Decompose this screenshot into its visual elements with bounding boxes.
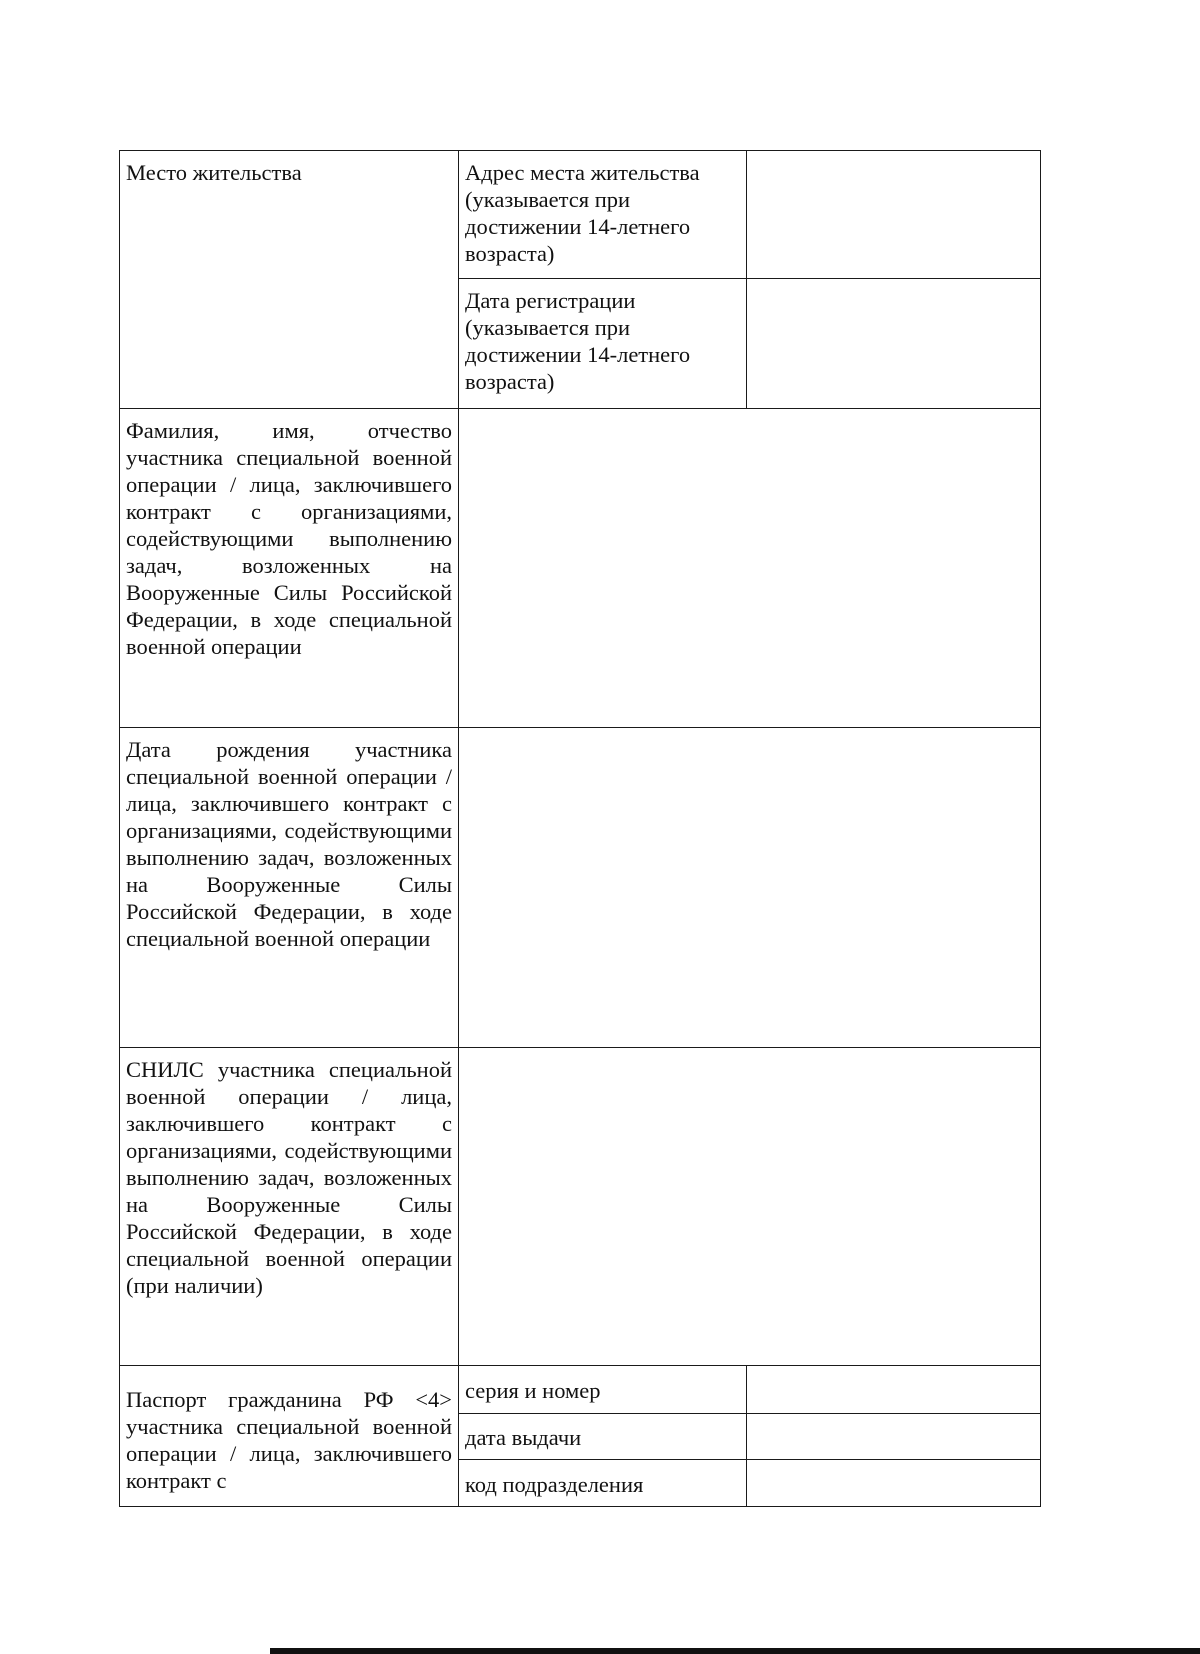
participant-snils-label: СНИЛС участника специальной военной операции / лица, заключившего контракт с организациями, содействующими выполнению задач, возложенных на Вооруженные Силы Российской Федерации, в ходе специальной военной операции (при наличии) [120, 1048, 459, 1366]
residence-address-row [120, 151, 1041, 279]
participant-birth-date-label: Дата рождения участника специальной военной операции / лица, заключившего контракт с организациями, содействующими выполнению задач, возложенных на Вооруженные Силы Российской Федерации, в ходе специальной военной операции [120, 728, 459, 1048]
participant-snils-value[interactable] [459, 1048, 1041, 1366]
passport-series-number-row [120, 1366, 1041, 1414]
passport-issue-date-value[interactable] [747, 1414, 1041, 1460]
passport-issue-date-label: дата выдачи [459, 1414, 747, 1460]
participant-full-name-value[interactable] [459, 409, 1041, 728]
scan-edge-bar [270, 1648, 1200, 1654]
residence-label: Место жительства [120, 151, 459, 409]
participant-full-name-label: Фамилия, имя, отчество участника специальной военной операции / лица, заключившего контракт с организациями, содействующими выполнению задач, возложенных на Вооруженные Силы Российской Федерации, в ходе специальной военной операции [120, 409, 459, 728]
participant-birth-date-value[interactable] [459, 728, 1041, 1048]
participant-full-name-row [120, 409, 1041, 728]
passport-series-number-label: серия и номер [459, 1366, 747, 1414]
registration-date-value[interactable] [747, 279, 1041, 409]
passport-label: Паспорт гражданина РФ <4> участника специальной военной операции / лица, заключившего контракт с [120, 1366, 459, 1507]
participant-birth-date-row [120, 728, 1041, 1048]
registration-date-label: Дата регистрации (указывается при достижении 14-летнего возраста) [459, 279, 747, 409]
passport-series-number-value[interactable] [747, 1366, 1041, 1414]
application-form-table [119, 150, 1041, 1507]
participant-snils-row [120, 1048, 1041, 1366]
passport-division-code-label: код подразделения [459, 1460, 747, 1507]
passport-division-code-value[interactable] [747, 1460, 1041, 1507]
residence-address-value[interactable] [747, 151, 1041, 279]
residence-address-label: Адрес места жительства (указывается при достижении 14-летнего возраста) [459, 151, 747, 279]
